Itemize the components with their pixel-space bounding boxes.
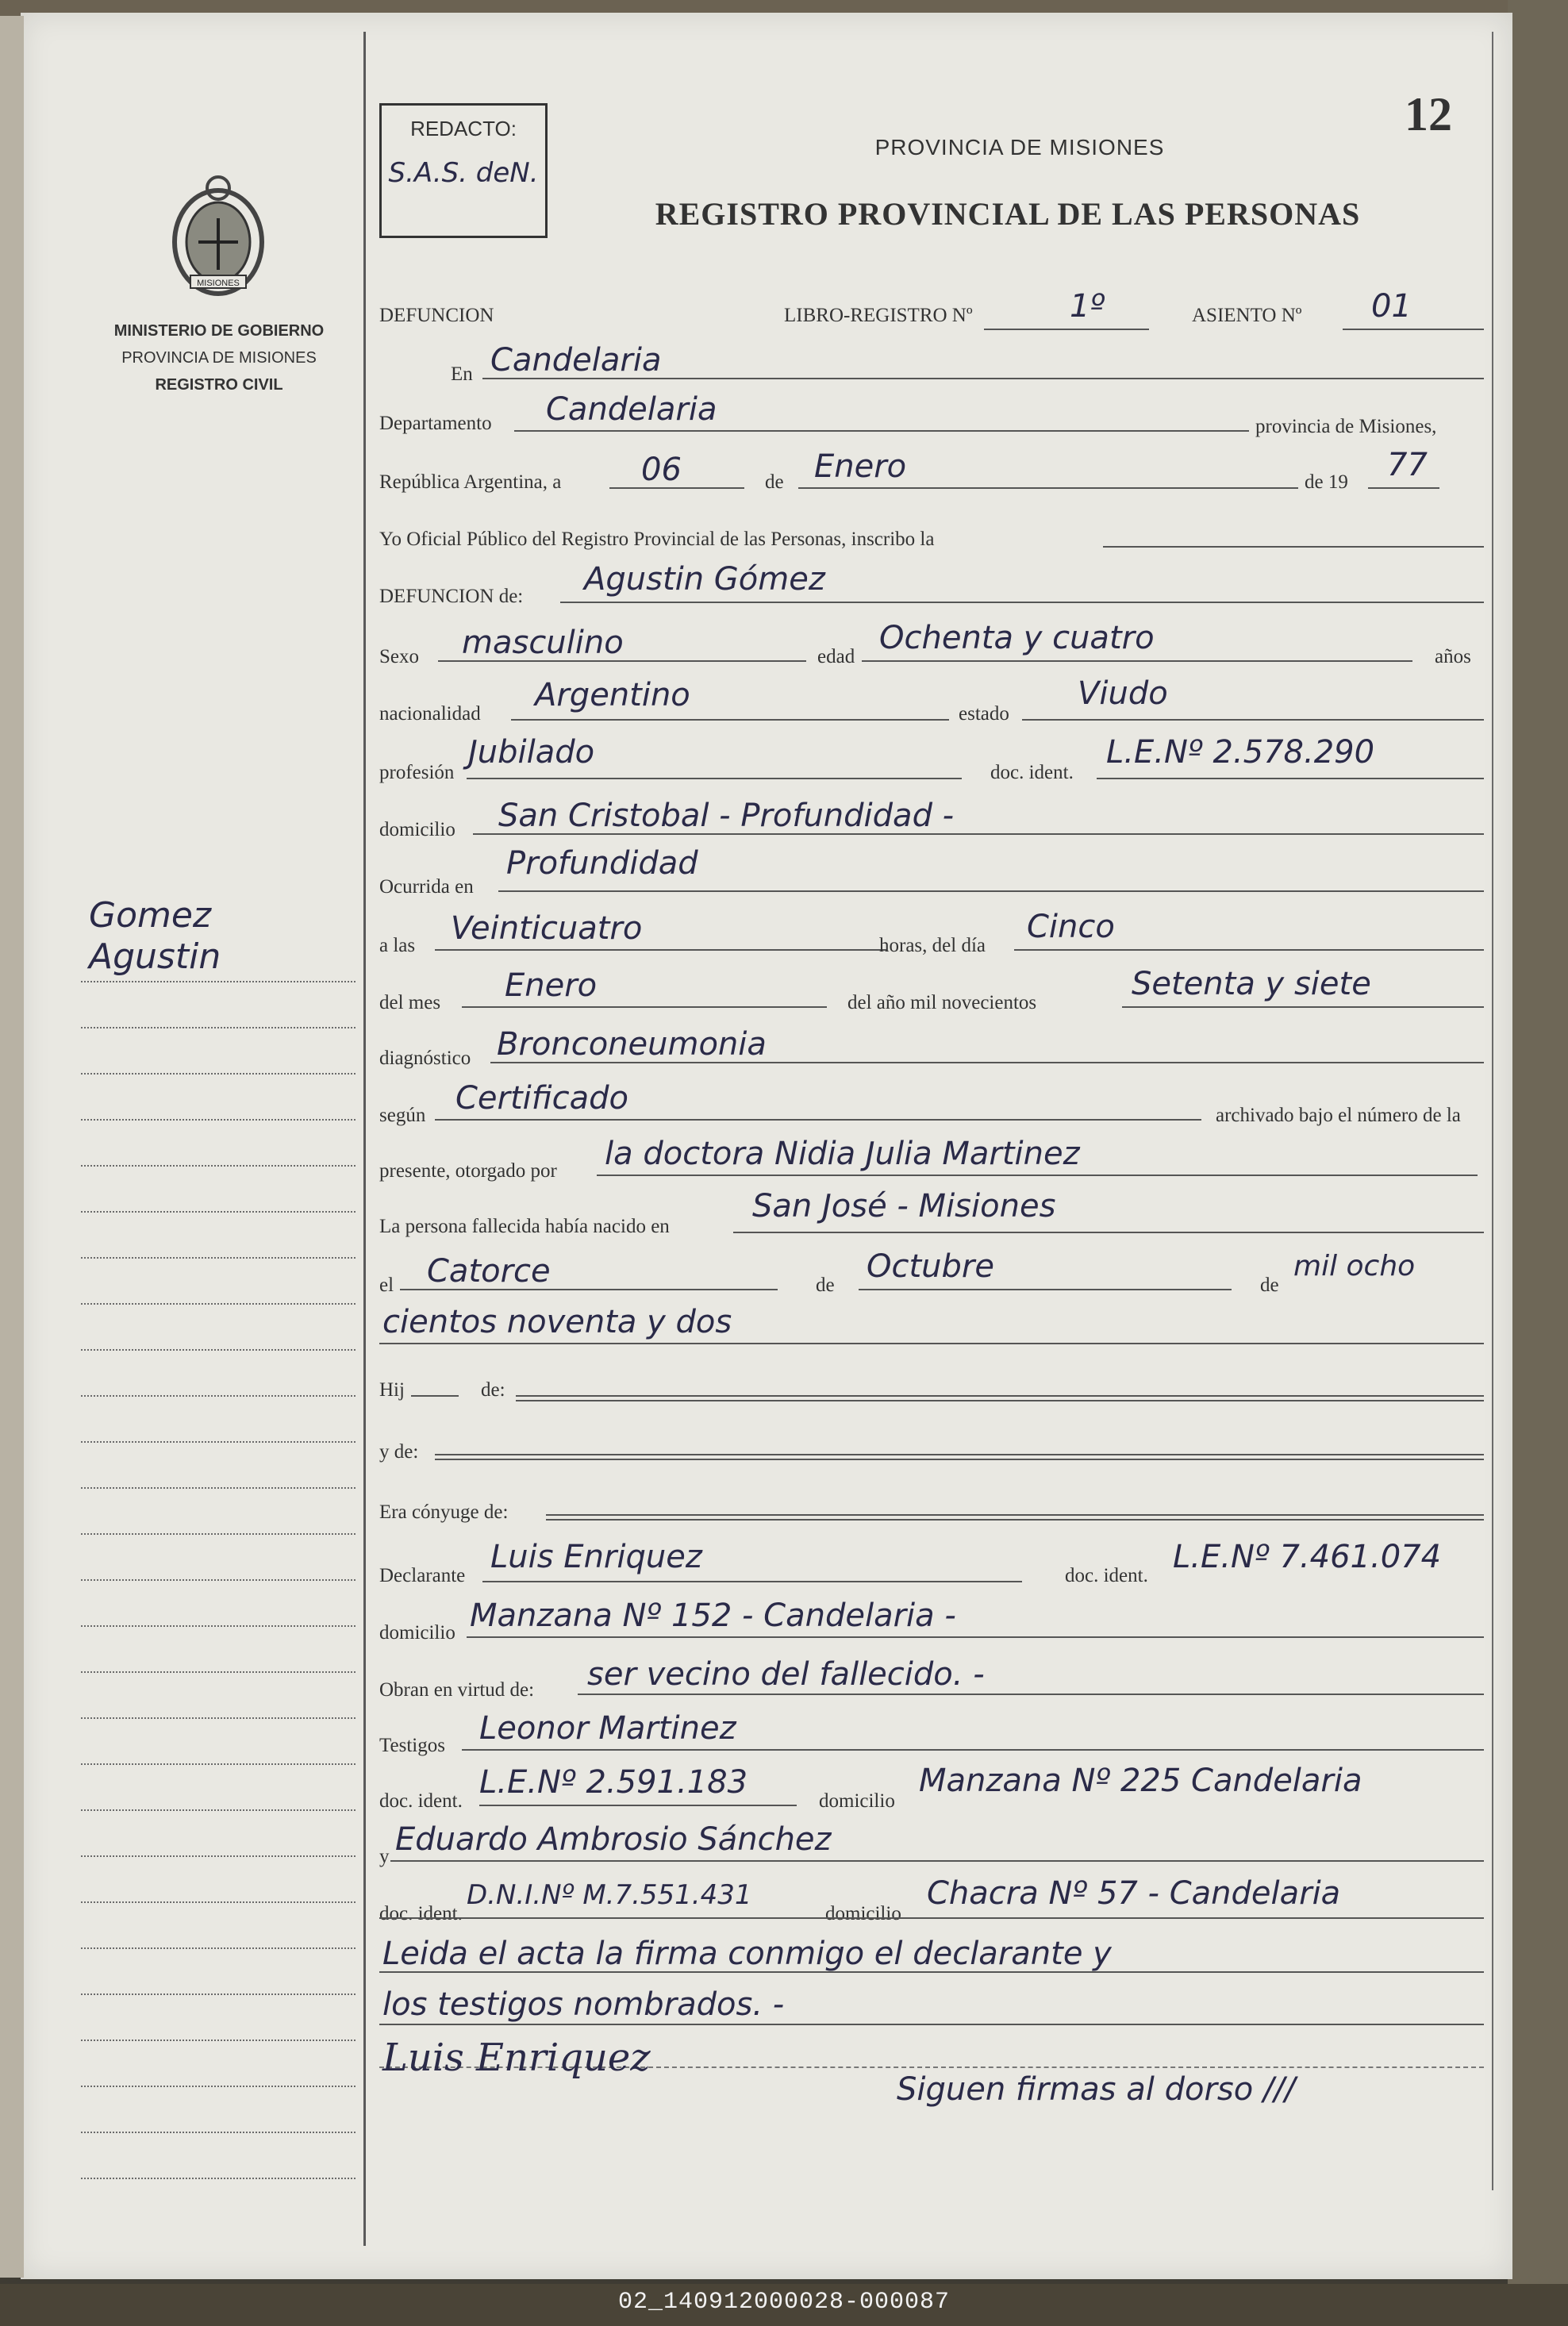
label-hij: Hij [379,1379,405,1401]
value-testigo-1-doc: L.E.Nº 2.591.183 [479,1764,748,1801]
row-en [379,342,1484,385]
value-mes: Enero [814,448,907,485]
label-horas-del-dia: horas, del día [879,935,986,956]
value-nombre: Agustin Gómez [584,561,825,598]
label-segun: según [379,1105,426,1126]
label-sexo: Sexo [379,646,419,667]
ministry-line-1: MINISTERIO DE GOBIERNO [113,322,325,340]
row-ocurrida [379,845,1484,898]
province-title: PROVINCIA DE MISIONES [874,135,1165,160]
redacto-box [379,103,548,238]
value-estado: Viudo [1078,675,1168,712]
row-leida-2 [379,1986,1484,2024]
label-testigos: Testigos [379,1735,445,1756]
label-provincia-misiones: provincia de Misiones, [1255,416,1437,437]
label-conyuge: Era cónyuge de: [379,1501,509,1523]
label-declarante-doc: doc. ident. [1065,1565,1148,1586]
label-declarante: Declarante [379,1565,466,1586]
row-segun [379,1080,1484,1126]
row-hijo [379,1373,1484,1405]
row-conyuge [379,1497,1484,1528]
registry-title: REGISTRO PROVINCIAL DE LAS PERSONAS [655,196,1361,232]
row-declarante [379,1539,1484,1586]
value-profesion: Jubilado [468,734,595,771]
row-diagnostico [379,1026,1484,1069]
value-declarante-doc: L.E.Nº 7.461.074 [1173,1539,1442,1575]
page-left-edge [0,16,24,2278]
label-testigo-2-doc: doc. ident. [379,1903,463,1924]
value-departamento: Candelaria [546,391,717,428]
value-doc: L.E.Nº 2.578.290 [1106,734,1375,771]
label-estado: estado [959,703,1009,725]
ministry-line-2: PROVINCIA DE MISIONES [121,349,317,367]
value-testigo-1: Leonor Martinez [479,1710,736,1747]
book-edge [1508,0,1568,2286]
row-domicilio [379,798,1484,840]
row-sexo [379,620,1484,667]
value-otorgado: la doctora Nidia Julia Martinez [605,1136,1080,1172]
row-fecha-acta [379,447,1484,493]
row-nacimiento-fecha [379,1248,1484,1296]
label-del-ano: del año mil novecientos [847,992,1037,1013]
label-archivado: archivado bajo el número de la [1216,1105,1461,1126]
value-asiento: 01 [1371,288,1412,325]
label-departamento: Departamento [379,413,492,434]
row-testigo-2 [379,1821,1484,1867]
label-testigo-1-doc: doc. ident. [379,1790,463,1812]
value-leida-1: Leida el acta la firma conmigo el declarante y [382,1936,1112,1972]
seal-text: MISIONES [197,279,240,288]
row-hora [379,909,1484,956]
label-y-de: y de: [379,1441,419,1463]
value-en: Candelaria [490,342,662,379]
row-leida-1 [379,1936,1484,1972]
label-doc-ident: doc. ident. [990,762,1074,783]
value-dia-muerte: Cinco [1027,909,1115,945]
margin-note-surname: Gomez [89,895,212,936]
label-anos: años [1435,646,1471,667]
row-nacimiento-ano [379,1304,1484,1343]
value-ocurrida: Profundidad [506,845,698,882]
label-del-mes: del mes [379,992,441,1013]
value-nacido: San José - Misiones [752,1188,1056,1225]
label-edad: edad [817,646,855,667]
label-de-nac: de [816,1274,835,1296]
label-testigo-2-domicilio: domicilio [825,1903,901,1924]
label-de-nac-ano: de [1260,1274,1279,1296]
row-departamento [379,391,1484,437]
value-declarante: Luis Enriquez [490,1539,702,1575]
label-yo-oficial: Yo Oficial Público del Registro Provincial de las Personas, inscribo la [379,529,935,550]
file-name: 02_140912000028-000087 [617,2289,951,2316]
redacto-value: S.A.S. deN. [388,157,539,189]
row-testigo-1-doc [379,1763,1484,1812]
label-presente: presente, otorgado por [379,1160,557,1182]
value-nacionalidad: Argentino [535,677,690,713]
row-obran [379,1656,1484,1701]
row-yo-oficial [379,524,1484,556]
label-defuncion-de: DEFUNCION de: [379,586,524,607]
value-hora: Veinticuatro [451,910,643,947]
row-defuncion-de [379,561,1484,607]
label-de-padre: de: [481,1379,505,1401]
coat-of-arms-seal [159,171,278,306]
label-ocurrida: Ocurrida en [379,876,474,898]
value-testigo-2-domicilio: Chacra Nº 57 - Candelaria [927,1875,1341,1912]
row-profesion [379,734,1484,783]
value-nac-mes: Octubre [867,1248,994,1285]
label-libro: LIBRO-REGISTRO Nº [784,305,973,326]
row-defuncion-header [379,288,1484,332]
value-dia: 06 [641,452,682,488]
label-en: En [451,363,473,385]
label-testigo-1-domicilio: domicilio [819,1790,895,1812]
value-domicilio: San Cristobal - Profundidad - [498,798,955,834]
value-nac-ano-2: cientos noventa y dos [382,1304,732,1340]
margin-rule [363,32,366,2246]
label-diagnostico: diagnóstico [379,1048,471,1069]
value-diagnostico: Bronconeumonia [497,1026,767,1063]
row-testigos [379,1710,1484,1756]
value-testigo-2: Eduardo Ambrosio Sánchez [395,1821,832,1858]
value-declarante-domicilio: Manzana Nº 152 - Candelaria - [470,1597,956,1634]
label-a-las: a las [379,935,416,956]
value-segun: Certificado [455,1080,628,1117]
label-de-19: de 19 [1305,471,1348,493]
ministry-block [76,317,362,398]
row-declarante-domicilio [379,1597,1484,1644]
margin-name-note [89,895,327,978]
value-testigo-1-domicilio: Manzana Nº 225 Candelaria [919,1763,1362,1799]
label-y: y [379,1846,390,1867]
label-de: de [765,471,784,493]
row-mes [379,966,1484,1013]
value-edad: Ochenta y cuatro [879,620,1155,656]
label-declarante-domicilio: domicilio [379,1622,455,1644]
value-siguen-firmas: Siguen firmas al dorso /// [897,2071,1296,2108]
row-otorgado [379,1136,1484,1182]
value-sexo: masculino [462,625,624,661]
redacto-label: REDACTO: [410,117,517,140]
label-republica: República Argentina, a [379,471,562,493]
value-obran: ser vecino del fallecido. - [587,1656,985,1693]
value-ano: 77 [1387,447,1428,483]
row-y-de [379,1433,1484,1465]
label-profesion: profesión [379,762,455,783]
label-obran: Obran en virtud de: [379,1679,535,1701]
margin-note-given: Agustin [89,936,221,977]
row-nacido-en [379,1188,1484,1237]
value-libro: 1º [1070,288,1105,325]
row-testigo-2-doc [379,1875,1484,1924]
value-mes-muerte: Enero [505,967,598,1004]
value-nac-ano-1: mil ocho [1293,1250,1416,1282]
value-nac-dia: Catorce [427,1253,551,1290]
value-ano-muerte: Setenta y siete [1132,966,1371,1002]
label-asiento: ASIENTO Nº [1192,305,1302,326]
label-domicilio: domicilio [379,819,455,840]
ministry-line-3: REGISTRO CIVIL [155,376,283,394]
page-number: 12 [1405,88,1452,140]
value-testigo-2-doc: D.N.I.Nº M.7.551.431 [467,1879,752,1911]
label-nacido-en: La persona fallecida había nacido en [379,1216,670,1237]
label-defuncion: DEFUNCION [379,305,494,326]
right-rule [1492,32,1493,2190]
label-el: el [379,1274,394,1296]
label-nacionalidad: nacionalidad [379,703,481,725]
signature-declarante: Luis Enriquez [382,2036,651,2080]
value-leida-2: los testigos nombrados. - [382,1986,785,2023]
margin-ruled-lines [81,936,355,2179]
row-nacionalidad [379,675,1484,725]
